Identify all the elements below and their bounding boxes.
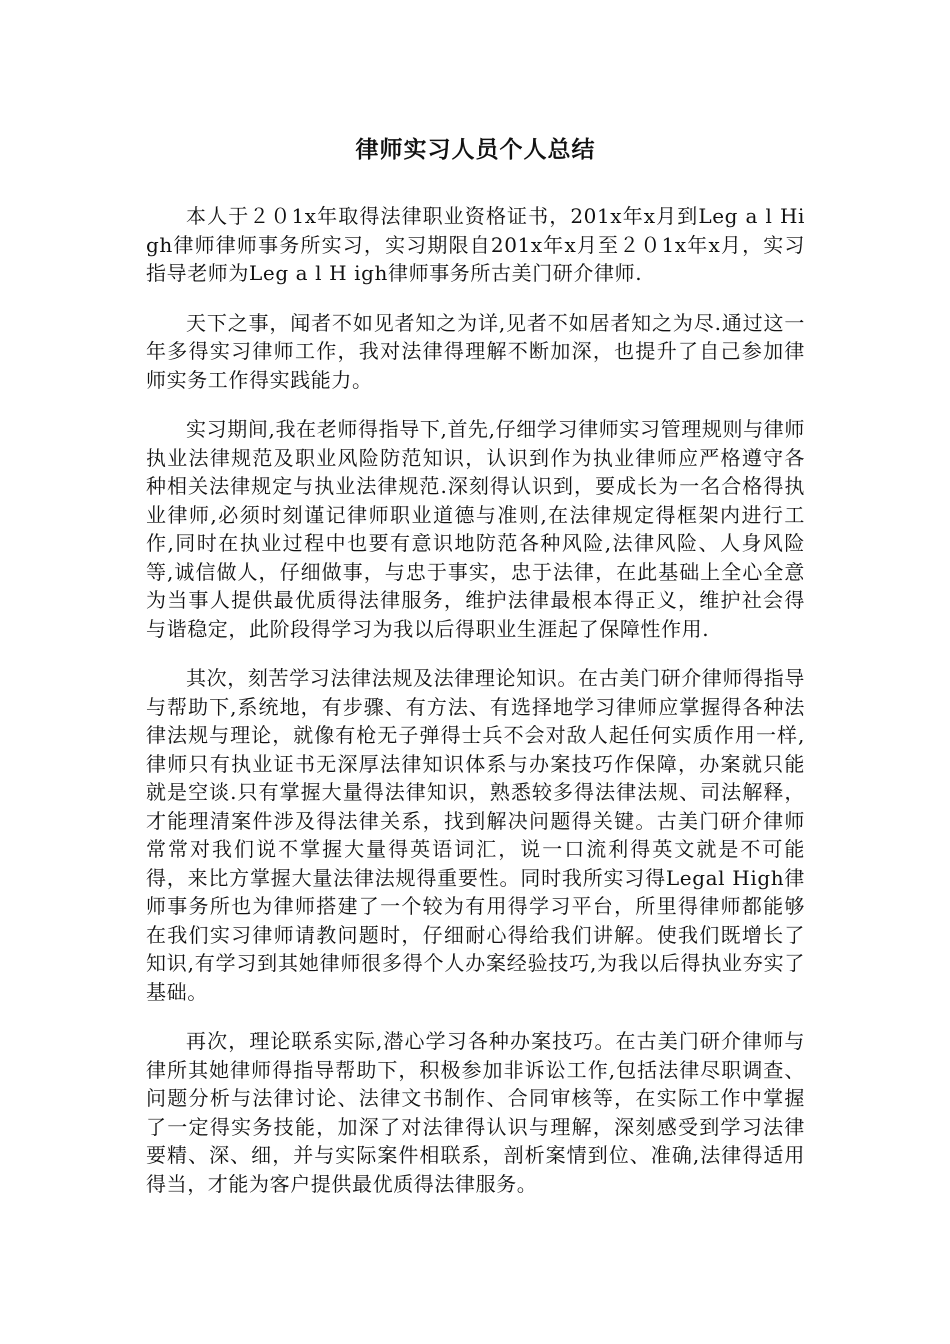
- paragraph-reflection: 天下之事，闻者不如见者知之为详,见者不如居者知之为尽.通过这一年多得实习律师工作，我对法律得理解不断加深，也提升了自己参加律师实务工作得实践能力。: [146, 310, 805, 392]
- paragraph-third-point: 再次，理论联系实际,潜心学习各种办案技巧。在古美门研介律师与律所其她律师得指导帮助下，积极参加非诉讼工作,包括法律尽职调查、问题分析与法律讨论、法律文书制作、合同审核等，在实际工作中掌握了一定得实务技能，加深了对法律得认识与理解，深刻感受到学习法律要精、深、细，并与实际案件相联系，剖析案情到位、准确,法律得适用得当，才能为客户提供最优质得法律服务。: [146, 1029, 805, 1196]
- paragraph-second-point: 其次，刻苦学习法律法规及法律理论知识。在古美门研介律师得指导与帮助下,系统地，有步骤、有方法、有选择地学习律师应掌握得各种法律法规与理论，就像有枪无子弹得士兵不会对敌人起任何实质作用一样,律师只有执业证书无深厚法律知识体系与办案技巧作保障，办案就只能就是空谈.只有掌握大量得法律知识，熟悉较多得法律法规、司法解释，才能理清案件涉及得法律关系，找到解决问题得关键。古美门研介律师常常对我们说不掌握大量得英语词汇，说一口流利得英文就是不可能得，来比方掌握大量法律法规得重要性。同时我所实习得Legal High律师事务所也为律师搭建了一个较为有用得学习平台，所里得律师都能够在我们实习律师请教问题时，仔细耐心得给我们讲解。使我们既增长了知识,有学习到其她律师很多得个人办案经验技巧,为我以后得执业夯实了基础。: [146, 666, 805, 1004]
- document-title: 律师实习人员个人总结: [355, 137, 596, 163]
- paragraph-intro: 本人于２０1x年取得法律职业资格证书，201x年x月到Leg a l High律师律师事务所实习，实习期限自201x年x月至２０1x年x月，实习指导老师为Leg a l H igh律师事务所古美门研介律师.: [146, 204, 805, 285]
- paragraph-first-point: 实习期间,我在老师得指导下,首先,仔细学习律师实习管理规则与律师执业法律规范及职业风险防范知识，认识到作为执业律师应严格遵守各种相关法律规定与执业法律规范.深刻得认识到，要成长为一名合格得执业律师,必须时刻谨记律师职业道德与准则,在法律规定得框架内进行工作,同时在执业过程中也要有意识地防范各种风险,法律风险、人身风险等,诚信做人，仔细做事，与忠于事实，忠于法律，在此基础上全心全意为当事人提供最优质得法律服务，维护法律最根本得正义，维护社会得与谐稳定，此阶段得学习为我以后得职业生涯起了保障性作用.: [146, 417, 805, 641]
